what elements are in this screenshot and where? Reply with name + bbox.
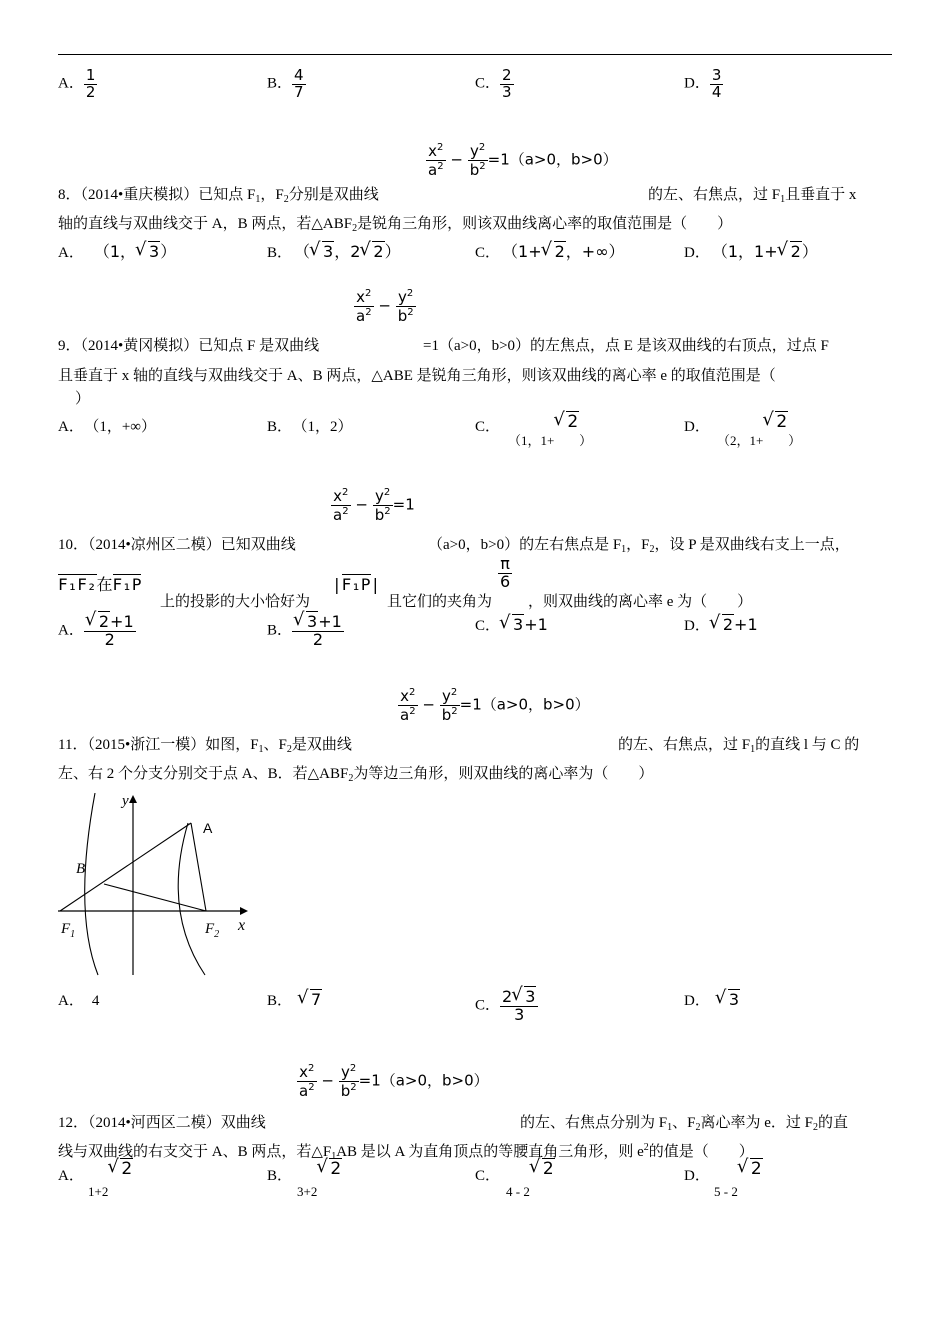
q7-option-d: D． $\frac{3}{4}$ xyxy=(684,66,722,101)
q11-option-b: B．√ 7 xyxy=(267,989,322,1010)
q7-option-b: B． $\frac{4}{7}$ xyxy=(267,66,304,101)
q10-option-a: A． √ $\frac{2+1}{2}$ xyxy=(58,614,136,649)
q10-line1: 10．（2014•凉州区二模）已知双曲线 （a>0，b>0）的左右焦点是 $F_1$，$F_2$，设 P 是双曲线右支上一点， xyxy=(58,537,850,555)
q10-option-d: D．√ 2+1 xyxy=(684,614,758,635)
line-a-f2 xyxy=(191,823,206,911)
label-y: y xyxy=(122,793,129,809)
label-f2: $F_2$ xyxy=(205,921,220,940)
q12-option-b-expr: 3+2√ 2 xyxy=(297,1159,342,1179)
q12-option-c: C． xyxy=(475,1168,501,1184)
q7-option-c: C． $\frac{2}{3}$ xyxy=(475,66,512,101)
x-axis-arrow xyxy=(240,907,248,915)
q8-option-d: D． （1，1+√ 2） xyxy=(684,239,818,262)
label-x: x xyxy=(238,917,246,934)
q9-hyperbola-formula: $\frac{x^2}{a^2}$ − $\frac{y^2}{b^2}$ xyxy=(356,288,414,325)
q8-line2: 轴的直线与双曲线交于 A，B 两点，若$\triangle ABF_2$是锐角三角形，则该双曲线离心率的取值范围是（ ） xyxy=(58,216,733,234)
q12-option-b: B． xyxy=(267,1168,293,1184)
q12-line2: 线与双曲线的右支交于 A、B 两点，若$\triangle F_1AB$ 是以 A 为直角顶点的等腰直角三角形，则 $e^2$的值是（ ） xyxy=(58,1142,754,1162)
line-b-f2 xyxy=(104,884,206,911)
y-axis-arrow xyxy=(129,795,137,803)
q12-option-d: D． xyxy=(684,1168,710,1184)
q9-line2: 且垂直于 x 轴的直线与双曲线交于 A、B 两点，△ABE 是锐角三角形，则该双曲线的离心率 e 的取值范围是（ xyxy=(58,368,776,384)
q12-option-a: A． xyxy=(58,1168,84,1184)
q11-option-c: C． $\frac{2√ 3}{3}$ xyxy=(475,989,538,1024)
q8-hyperbola-formula: $\frac{x^2}{a^2}$ − $\frac{y^2}{b^2}$ =1（a>0，b>0） xyxy=(428,142,618,179)
q12-option-c-expr: 4 - 2√ 2 xyxy=(506,1159,555,1179)
q9-option-a: A． （1，+∞） xyxy=(58,419,156,435)
q12-hyperbola-formula: $\frac{x^2}{a^2}$ − $\frac{y^2}{b^2}$ =1（a>0，b>0） xyxy=(299,1063,489,1100)
q10-option-c: C．√ 3+1 xyxy=(475,614,548,635)
q9-option-c: C． xyxy=(475,419,501,435)
q11-figure xyxy=(58,793,258,978)
q9-option-c-expr: （1，1+√ 2） xyxy=(508,430,592,450)
q10-hyperbola-formula: $\frac{x^2}{a^2}$ − $\frac{y^2}{b^2}$ =1 xyxy=(333,487,415,524)
q10-line2a: 上的投影的大小恰好为 xyxy=(160,594,311,610)
q10-vector-expr: F₁F₂在F₁P xyxy=(58,575,142,594)
q10-angle: $\frac{\pi}{6}$ xyxy=(500,554,511,591)
q8-option-a: A． （1，√ 3） xyxy=(58,239,176,262)
q8-option-c: C． （1+√ 2，+∞） xyxy=(475,239,625,262)
q9-line1: 9．（2014•黄冈模拟）已知点 F 是双曲线 =1（a>0，b>0）的左焦点，点 E 是该双曲线的右顶点，过点 F xyxy=(58,338,829,354)
label-f1: $F_1$ xyxy=(61,921,76,940)
hyperbola-left-branch xyxy=(85,793,98,975)
q11-hyperbola-formula: $\frac{x^2}{a^2}$ − $\frac{y^2}{b^2}$ =1（a>0，b>0） xyxy=(400,687,590,724)
vector-f1f2: F₁F₂ xyxy=(58,575,97,594)
q10-option-b: B． √ $\frac{3+1}{2}$ xyxy=(267,614,344,649)
q12-line1: 12．（2014•河西区二模）双曲线 的左、右焦点分别为 $F_1$、$F_2$离心率为 e．过 $F_2$的直 xyxy=(58,1115,848,1133)
label-a: A xyxy=(203,820,213,836)
vector-f1p: F₁P xyxy=(112,575,142,594)
q12-option-a-expr: 1+2√ 2 xyxy=(88,1159,133,1179)
q10-line2b: 且它们的夹角为 xyxy=(387,594,493,610)
q12-option-d-expr: 5 - 2√ 2 xyxy=(714,1159,763,1179)
q11-option-d: D．√ 3 xyxy=(684,989,740,1010)
hyperbola-right-branch xyxy=(178,823,205,975)
q11-line1: 11．（2015•浙江一模）如图，$F_1$、$F_2$是双曲线 的左、右焦点，过 $F_1$的直线 l 与 C 的 xyxy=(58,737,860,755)
top-rule xyxy=(58,54,892,55)
q10-abs-vector: |F₁P| xyxy=(332,575,381,594)
q9-option-b: B． （1，2） xyxy=(267,419,353,435)
q9-line3: ） xyxy=(75,391,91,407)
label-b: B xyxy=(76,861,86,877)
q9-option-d-expr: （2，1+√ 2） xyxy=(717,430,801,450)
q9-option-d: D． xyxy=(684,419,710,435)
q7-option-a: A． $\frac{1}{2}$ xyxy=(58,66,96,101)
q11-option-a: A． 4 xyxy=(58,993,100,1009)
q10-line2c: ，则双曲线的离心率 e 为（ ） xyxy=(528,594,753,610)
q8-line1: 8．（2014•重庆模拟）已知点 $F_1$，$F_2$分别是双曲线 的左、右焦点，过 $F_1$且垂直于 x xyxy=(58,187,857,205)
q8-option-b: B． （√ 3，2√ 2） xyxy=(267,239,401,262)
q11-line2: 左、右 2 个分支分别交于点 A、B．若$\triangle ABF_2$为等边三角形，则双曲线的离心率为（ ） xyxy=(58,766,654,784)
